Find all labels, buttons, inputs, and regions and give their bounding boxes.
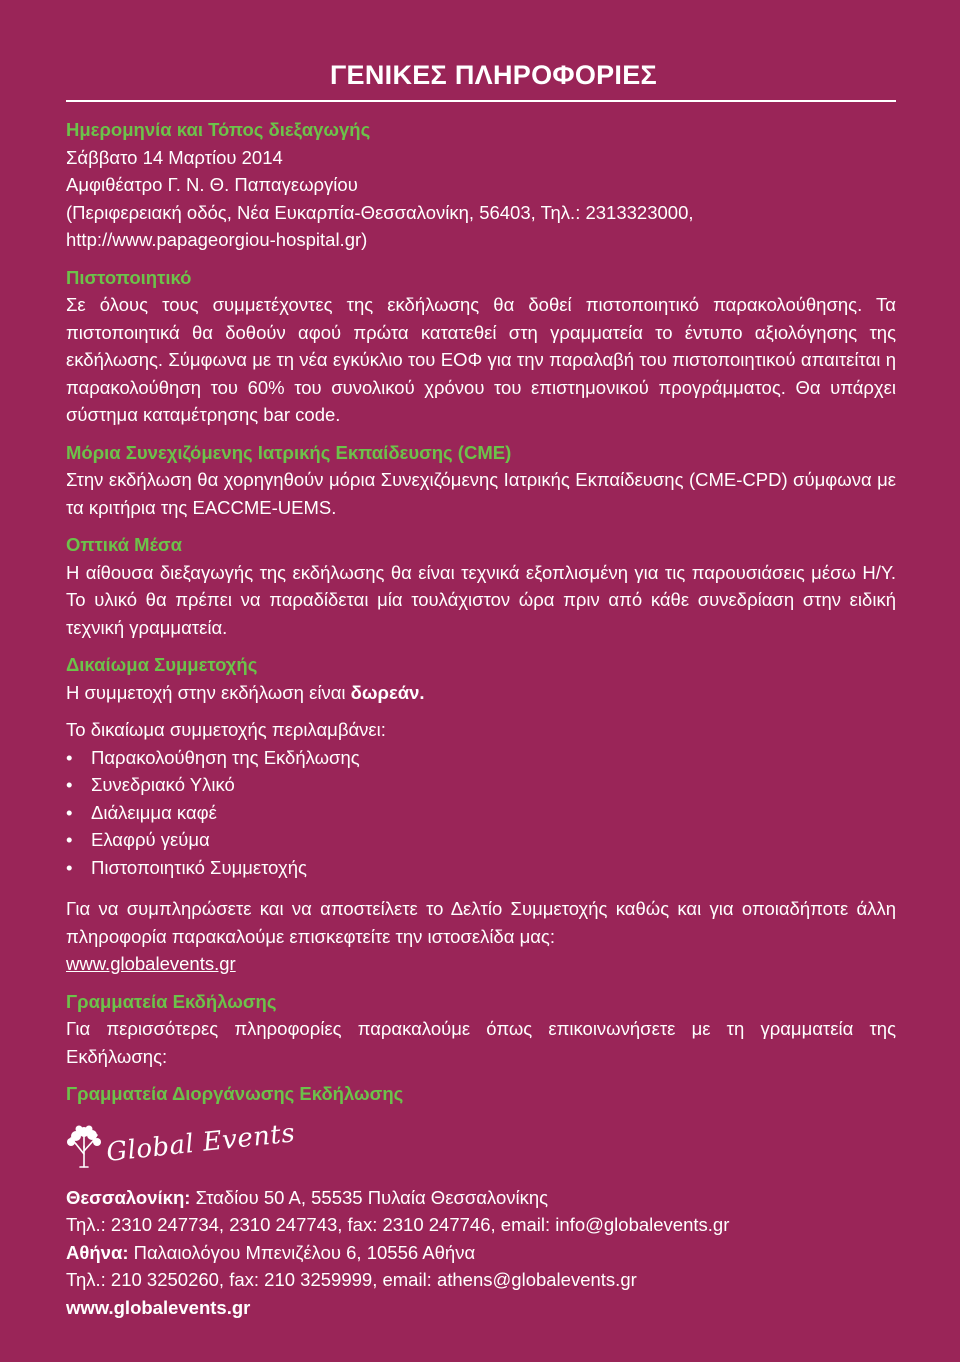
- organizer-heading: Γραμματεία Διοργάνωσης Εκδήλωσης: [66, 1083, 404, 1104]
- section-secretariat: [66, 988, 896, 1071]
- fee-text-prefix: Η συμμετοχή στην εκδήλωση είναι: [66, 681, 351, 703]
- certificate-text: Σε όλους τους συμμετέχοντες της εκδήλωσης θα δοθεί πιστοποιητικό παρακολούθησης. Τα πιστοποιητικά θα δοθούν αφού πρώτα κατατεθεί στη γραμματεία το έντυπο αξιολόγησης της εκδήλωσης. Σύμφωνα με τη νέα εγκύκλιο του ΕΟΦ για την παραλαβή του πιστοποιητικού απαιτείται η παρακολούθηση του 60% του συνολικού χρόνου του επιστημονικού προγράμματος. Θα υπάρχει σύστημα καταμέτρησης bar code.: [66, 294, 896, 425]
- address-line: (Περιφερειακή οδός, Νέα Ευκαρπία-Θεσσαλονίκη, 56403, Τηλ.: 2313323000,: [66, 201, 694, 223]
- organizer-website-link[interactable]: www.globalevents.gr: [66, 1296, 251, 1318]
- thessaloniki-label: Θεσσαλονίκη:: [66, 1186, 191, 1208]
- global-events-logo: [66, 1116, 896, 1168]
- section-fee: [66, 651, 896, 978]
- thessaloniki-address-text: Σταδίου 50 Α, 55535 Πυλαία Θεσσαλονίκης: [190, 1186, 549, 1208]
- section-cme: [66, 439, 896, 522]
- list-item: • Πιστοποιητικό Συμμετοχής: [66, 854, 896, 882]
- date-line: Σάββατο 14 Μαρτίου 2014: [66, 146, 283, 168]
- section-date-place: [66, 116, 896, 254]
- av-text: Η αίθουσα διεξαγωγής της εκδήλωσης θα είναι τεχνικά εξοπλισμένη για τις παρουσιάσεις μέσω Η/Υ. Το υλικό θα πρέπει να παραδίδεται μία τουλάχιστον ώρα πριν από κάθε συνεδρίαση στην ειδική τεχνική γραμματεία.: [66, 561, 896, 638]
- list-item: • Ελαφρύ γεύμα: [66, 826, 896, 854]
- fee-text: [66, 679, 896, 707]
- athens-address: [66, 1239, 896, 1267]
- cme-heading: Μόρια Συνεχιζόμενης Ιατρικής Εκπαίδευσης (CME): [66, 441, 512, 463]
- thessaloniki-contact: Τηλ.: 2310 247734, 2310 247743, fax: 2310 247746, email: info@globalevents.gr: [66, 1214, 730, 1235]
- section-av: [66, 531, 896, 641]
- organizer-contacts: [66, 1184, 896, 1322]
- cme-text: Στην εκδήλωση θα χορηγηθούν μόρια Συνεχιζόμενης Ιατρικής Εκπαίδευσης (CME-CPD) σύμφωνα με τα κριτήρια της EACCME-UEMS.: [66, 469, 896, 518]
- website-link[interactable]: www.globalevents.gr: [66, 953, 236, 974]
- header-divider: [66, 100, 896, 102]
- fee-free-label: δωρεάν.: [350, 681, 425, 703]
- page-title: ΓΕΝΙΚΕΣ ΠΛΗΡΟΦΟΡΙΕΣ: [330, 60, 658, 90]
- venue-website-line[interactable]: http://www.papageorgiou-hospital.gr): [66, 229, 368, 250]
- secretariat-heading: Γραμματεία Εκδήλωσης: [66, 990, 277, 1012]
- tree-icon: [66, 1124, 102, 1168]
- athens-contact: Τηλ.: 210 3250260, fax: 210 3259999, email: athens@globalevents.gr: [66, 1269, 637, 1290]
- certificate-heading: Πιστοποιητικό: [66, 266, 192, 288]
- thessaloniki-address: [66, 1184, 896, 1212]
- more-info-text: Για να συμπληρώσετε και να αποστείλετε το Δελτίο Συμμετοχής καθώς και για οποιαδήποτε άλλη πληροφορία παρακαλούμε επισκεφτείτε την ιστοσελίδα μας:: [66, 898, 896, 947]
- section-certificate: [66, 264, 896, 429]
- list-item: • Διάλειμμα καφέ: [66, 799, 896, 827]
- list-item: • Συνεδριακό Υλικό: [66, 771, 896, 799]
- logo-text: Global Events: [104, 1118, 297, 1168]
- section-organizer: [66, 1080, 896, 1321]
- venue-line: Αμφιθέατρο Γ. Ν. Θ. Παπαγεωργίου: [66, 174, 358, 195]
- athens-address-text: Παλαιολόγου Μπενιζέλου 6, 10556 Αθήνα: [128, 1241, 476, 1263]
- av-heading: Οπτικά Μέσα: [66, 534, 182, 555]
- list-item: • Παρακολούθηση της Εκδήλωσης: [66, 744, 896, 772]
- secretariat-text: Για περισσότερες πληροφορίες παρακαλούμε όπως επικοινωνήσετε με τη γραμματεία της Εκδήλωσης:: [66, 1018, 896, 1067]
- athens-label: Αθήνα:: [66, 1241, 129, 1263]
- fee-includes-label: Το δικαίωμα συμμετοχής περιλαμβάνει:: [66, 719, 386, 740]
- fee-includes-list: [66, 744, 896, 882]
- fee-heading: Δικαίωμα Συμμετοχής: [66, 654, 258, 675]
- date-place-heading: Ημερομηνία και Τόπος διεξαγωγής: [66, 119, 371, 140]
- content: [66, 116, 896, 1321]
